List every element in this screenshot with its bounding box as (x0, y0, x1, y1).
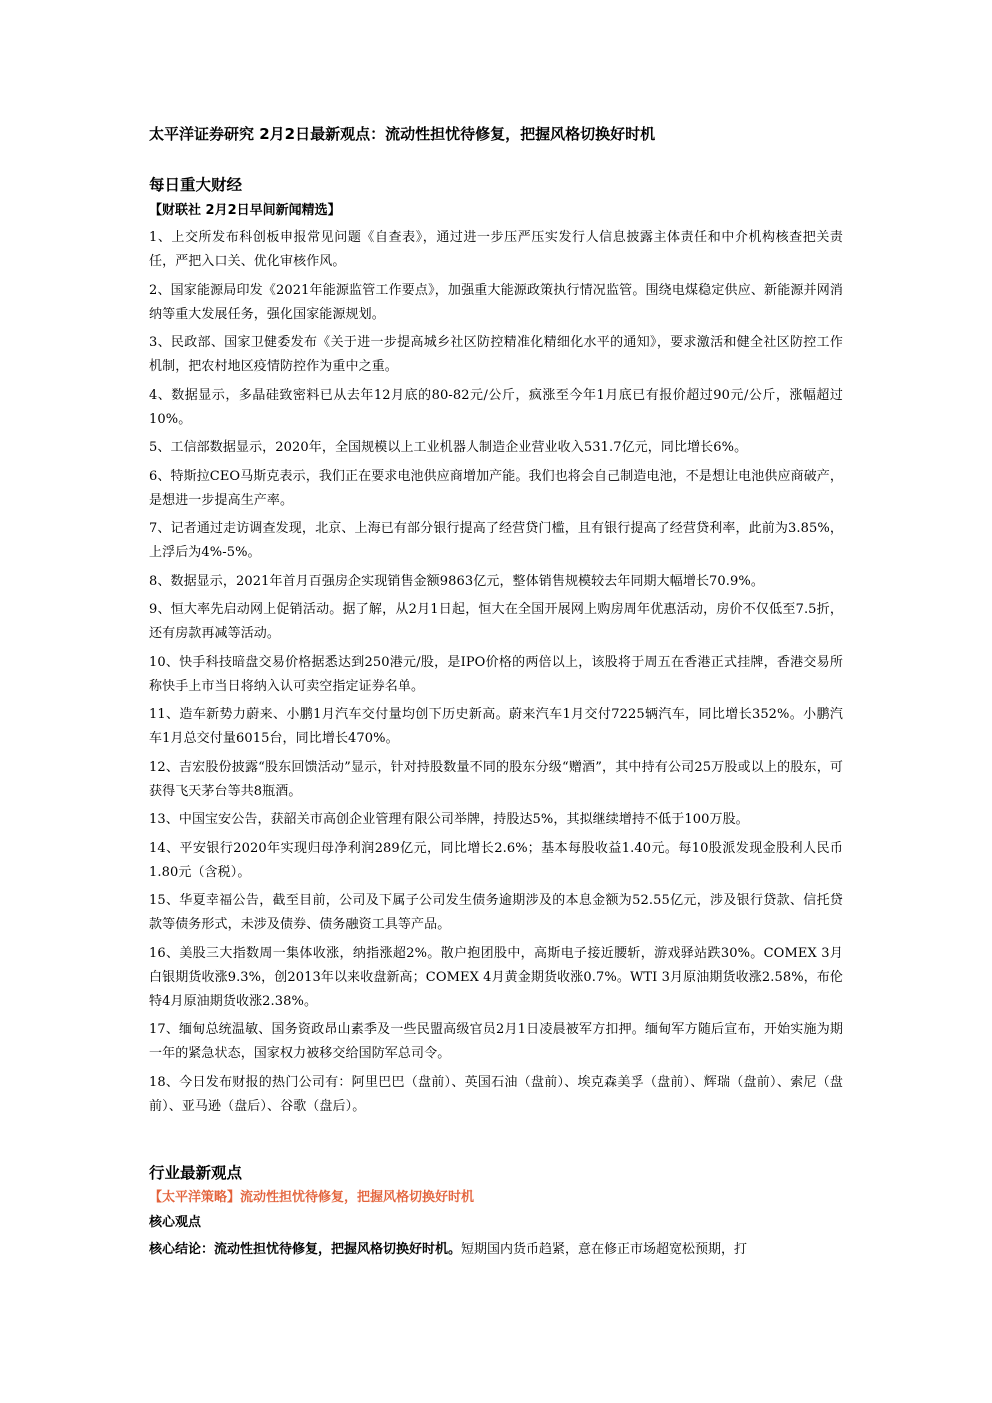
news-item: 8、数据显示，2021年首月百强房企实现销售金额9863亿元，整体销售规模较去年同期大幅增长70.9%。 (149, 573, 764, 589)
conclusion-lead: 核心结论：流动性担忧待修复，把握风格切换好时机。 (149, 1242, 462, 1257)
news-list (149, 226, 843, 1123)
news-item: 4、数据显示，多晶硅致密料已从去年12月底的80-82元/公斤，疯涨至今年1月底已有报价超过90元/公斤，涨幅超过10%。 (149, 387, 843, 427)
news-item: 1、上交所发布科创板申报常见问题《自查表》，通过进一步压严压实发行人信息披露主体责任和中介机构核查把关责任，严把入口关、优化审核作风。 (149, 230, 843, 269)
news-item: 13、中国宝安公告，获韶关市高创企业管理有限公司举牌，持股达5%，其拟继续增持不低于100万股。 (149, 812, 749, 827)
news-item: 17、缅甸总统温敏、国务资政昂山素季及一些民盟高级官员2月1日凌晨被军方扣押。缅甸军方随后宣布，开始实施为期一年的紧急状态，国家权力被移交给国防军总司令。 (149, 1022, 843, 1061)
news-item: 16、美股三大指数周一集体收涨，纳指涨超2%。散户抱团股中，高斯电子接近腰斩，游戏驿站跌30%。COMEX 3月白银期货收涨9.3%，创2013年以来收盘新高；COMEX 4月黄金期货收涨0.7%。WTI 3月原油期货收涨2.58%，布伦特4月原油期货收涨2.38%。 (149, 945, 843, 1009)
news-item: 2、国家能源局印发《2021年能源监管工作要点》，加强重大能源政策执行情况监管。围绕电煤稳定供应、新能源并网消纳等重大发展任务，强化国家能源规划。 (149, 282, 843, 322)
document-title: 太平洋证券研究 2月2日最新观点：流动性担忧待修复，把握风格切换好时机 (149, 125, 656, 143)
strategy-title: 【太平洋策略】流动性担忧待修复，把握风格切换好时机 (149, 1190, 475, 1205)
news-source-subheading: 【财联社 2月2日早间新闻精选】 (149, 203, 341, 218)
core-view-heading: 核心观点 (149, 1215, 202, 1230)
news-item: 10、快手科技暗盘交易价格据悉达到250港元/股，是IPO价格的两倍以上，该股将于周五在香港正式挂牌，香港交易所称快手上市当日将纳入认可卖空指定证券名单。 (149, 654, 843, 694)
news-item: 11、造车新势力蔚来、小鹏1月汽车交付量均创下历史新高。蔚来汽车1月交付7225辆汽车，同比增长352%。小鹏汽车1月总交付量6015台，同比增长470%。 (149, 707, 843, 746)
news-item: 9、恒大率先启动网上促销活动。据了解，从2月1日起，恒大在全国开展网上购房周年优惠活动，房价不仅低至7.5折，还有房款再减等活动。 (149, 602, 843, 641)
news-item: 14、平安银行2020年实现归母净利润289亿元，同比增长2.6%；基本每股收益1.40元。每10股派发现金股利人民币1.80元（含税）。 (149, 840, 843, 880)
news-item: 6、特斯拉CEO马斯克表示，我们正在要求电池供应商增加产能。我们也将会自己制造电池，不是想让电池供应商破产，是想进一步提高生产率。 (149, 468, 843, 508)
news-item: 18、今日发布财报的热门公司有：阿里巴巴（盘前）、英国石油（盘前）、埃克森美孚（盘前）、辉瑞（盘前）、索尼（盘前）、亚马逊（盘后）、谷歌（盘后）。 (149, 1074, 843, 1114)
news-item: 5、工信部数据显示，2020年，全国规模以上工业机器人制造企业营业收入531.7亿元，同比增长6%。 (149, 440, 748, 455)
news-item: 3、民政部、国家卫健委发布《关于进一步提高城乡社区防控精准化精细化水平的通知》，要求激活和健全社区防控工作机制，把农村地区疫情防控作为重中之重。 (149, 335, 843, 374)
news-item: 7、记者通过走访调查发现，北京、上海已有部分银行提高了经营贷门槛，且有银行提高了经营贷利率，此前为3.85%，上浮后为4%-5%。 (149, 521, 843, 560)
industry-heading: 行业最新观点 (149, 1164, 243, 1182)
news-item: 15、华夏幸福公告，截至目前，公司及下属子公司发生债务逾期涉及的本息金额为52.55亿元，涉及银行贷款、信托贷款等债务形式，未涉及债券、债务融资工具等产品。 (149, 893, 843, 932)
core-conclusion (149, 1238, 849, 1262)
daily-finance-heading: 每日重大财经 (149, 176, 243, 194)
conclusion-text: 短期国内货币趋紧，意在修正市场超宽松预期，打 (461, 1242, 748, 1257)
news-item: 12、吉宏股份披露“股东回馈活动”显示，针对持股数量不同的股东分级“赠酒”，其中持有公司25万股或以上的股东，可获得飞天茅台等共8瓶酒。 (149, 759, 843, 799)
